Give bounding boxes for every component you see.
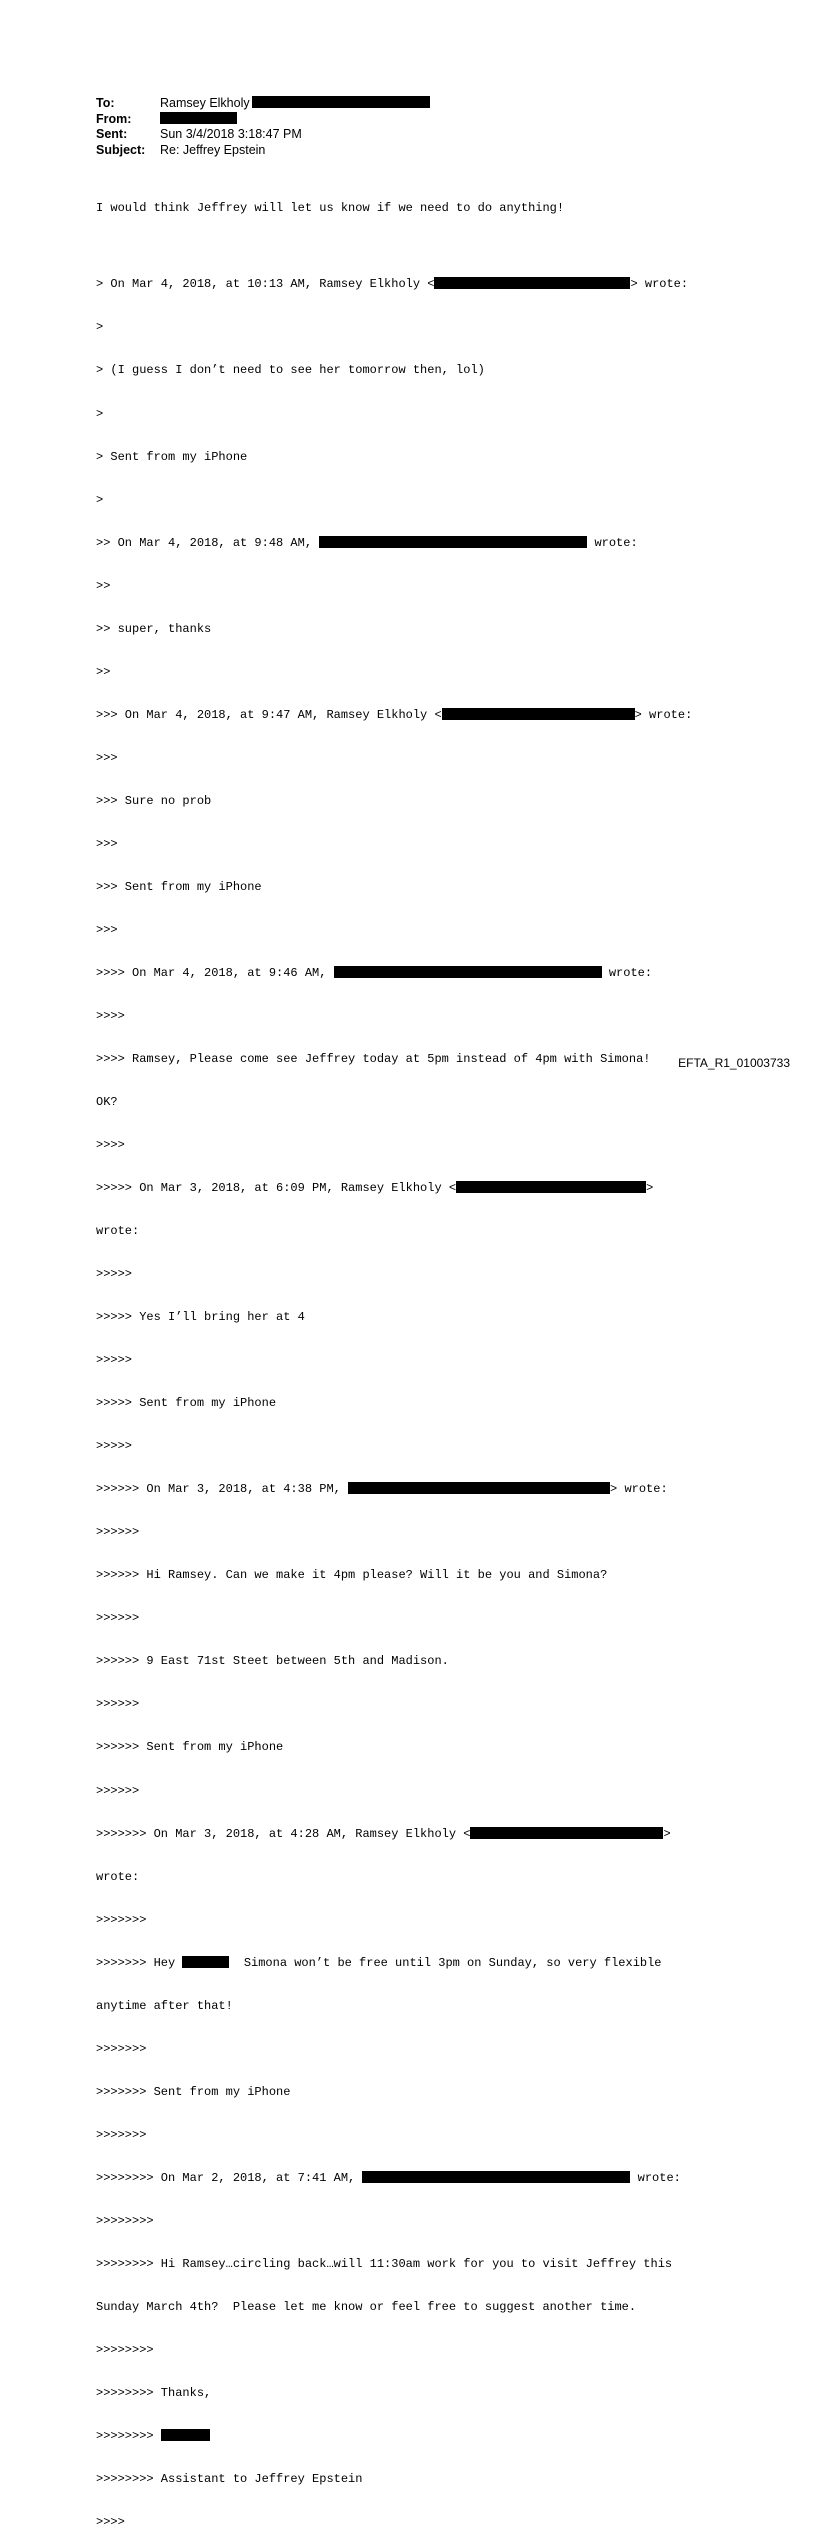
quote-line: >>>>>> 9 East 71st Steet between 5th and Madison. xyxy=(96,1654,449,1669)
quote-line: wrote: xyxy=(96,1224,140,1239)
redaction-box xyxy=(319,536,587,548)
sent-label: Sent: xyxy=(96,127,128,141)
email-body xyxy=(96,172,692,2544)
quote-line: >>>>>> xyxy=(96,1611,140,1626)
quote-line: OK? xyxy=(96,1095,118,1109)
quote-line: >>>>>>>> Assistant to Jeffrey Epstein xyxy=(96,2472,363,2486)
quote-text: wrote: xyxy=(630,2170,681,2185)
quote-line xyxy=(96,1956,692,1970)
quote-line: >>>> xyxy=(96,1008,125,1023)
quote-text: Simona won’t be free until 3pm on Sunday, so very flexible xyxy=(229,1955,662,1970)
bates-number: EFTA_R1_01003733 xyxy=(678,1056,790,1070)
redaction-box xyxy=(456,1181,646,1193)
quote-text: >>>> On Mar 4, 2018, at 9:46 AM, xyxy=(96,965,334,980)
quote-line: >> super, thanks xyxy=(96,621,212,636)
quote-text: >>>>>>> Hey xyxy=(96,1955,183,1970)
quote-line: >>>>>>>> Hi Ramsey…circling back…will 11:30am work for you to visit Jeffrey this xyxy=(96,2256,673,2271)
quote-text: > xyxy=(646,1181,654,1196)
quote-text: > wrote: xyxy=(610,1482,668,1497)
quote-line: anytime after that! xyxy=(96,1998,233,2013)
quote-line: > xyxy=(96,406,104,421)
quote-text: >>>>>>>> On Mar 2, 2018, at 7:41 AM, xyxy=(96,2170,363,2185)
quote-line: >>> Sent from my iPhone xyxy=(96,879,262,894)
quote-text: wrote: xyxy=(601,965,653,980)
quote-line: >>>>>> Hi Ramsey. Can we make it 4pm please? Will it be you and Simona? xyxy=(96,1568,608,1583)
quote-line: >>>>>> Sent from my iPhone xyxy=(96,1740,284,1755)
redaction-box xyxy=(362,2171,630,2183)
quote-line: >> xyxy=(96,664,111,679)
quote-line xyxy=(96,966,692,980)
redaction-box xyxy=(470,1827,663,1839)
redaction-box xyxy=(252,96,430,108)
quote-text: > xyxy=(663,1826,671,1841)
quote-line: > (I guess I don’t need to see her tomorrow then, lol) xyxy=(96,363,485,378)
quote-line: >>>>>> xyxy=(96,1783,140,1798)
quote-line: >>>>>>> Sent from my iPhone xyxy=(96,2084,291,2099)
quote-line: >>>>> xyxy=(96,1439,133,1454)
quote-line: > Sent from my iPhone xyxy=(96,449,248,464)
to-label: To: xyxy=(96,96,115,110)
quote-line: >>>>>>> xyxy=(96,2041,147,2056)
quote-line: wrote: xyxy=(96,1869,140,1884)
from-label: From: xyxy=(96,111,132,126)
email-header xyxy=(96,96,430,158)
quote-text: > wrote: xyxy=(630,277,689,292)
quote-line xyxy=(96,2429,692,2443)
quote-line xyxy=(96,277,692,291)
quote-line: >>> xyxy=(96,750,118,765)
quote-text: > wrote: xyxy=(634,707,693,722)
quote-line xyxy=(96,1181,692,1195)
subject-label: Subject: xyxy=(96,142,146,157)
quote-line: >> xyxy=(96,578,111,593)
quote-line: >>> Sure no prob xyxy=(96,793,212,808)
quote-line: > xyxy=(96,320,104,335)
quote-line: >>>>>>>> xyxy=(96,2342,154,2357)
quote-text: wrote: xyxy=(587,535,638,550)
to-value: Ramsey Elkholy xyxy=(160,96,250,110)
subject-row xyxy=(96,143,430,159)
redaction-box xyxy=(434,277,630,289)
quote-text: >>>>>>>> xyxy=(96,2428,161,2443)
quote-line: > xyxy=(96,492,104,507)
sent-value: Sun 3/4/2018 3:18:47 PM xyxy=(160,127,302,141)
quote-line: >>>>> xyxy=(96,1267,133,1282)
quote-line: >>>>>>> xyxy=(96,2127,147,2142)
to-row xyxy=(96,96,430,112)
redaction-box xyxy=(161,2429,210,2441)
quote-line xyxy=(96,536,692,550)
redaction-box xyxy=(442,708,635,720)
redaction-box xyxy=(160,112,237,124)
quote-text: >> On Mar 4, 2018, at 9:48 AM, xyxy=(96,535,320,550)
quote-text: > On Mar 4, 2018, at 10:13 AM, Ramsey Elkholy < xyxy=(96,277,435,292)
quote-line xyxy=(96,1482,692,1496)
subject-value: Re: Jeffrey Epstein xyxy=(160,142,266,157)
body-opening: I would think Jeffrey will let us know if we need to do anything! xyxy=(96,200,565,215)
quote-line: >>>>> Sent from my iPhone xyxy=(96,1396,277,1411)
quote-text: >>>>>> On Mar 3, 2018, at 4:38 PM, xyxy=(96,1482,349,1497)
quote-line: >>> xyxy=(96,922,118,937)
quote-line: >>>>>> xyxy=(96,1525,140,1540)
quote-text: >>>>> On Mar 3, 2018, at 6:09 PM, Ramsey Elkholy < xyxy=(96,1181,457,1196)
quote-line: >>>>> xyxy=(96,1353,133,1368)
redaction-box xyxy=(334,966,602,978)
quote-line: >>>> xyxy=(96,2515,125,2530)
quote-line: >>>> Ramsey, Please come see Jeffrey today at 5pm instead of 4pm with Simona! xyxy=(96,1051,651,1066)
redaction-box xyxy=(348,1482,610,1494)
sent-row xyxy=(96,127,430,143)
quote-line xyxy=(96,1827,692,1841)
quote-text: >>> On Mar 4, 2018, at 9:47 AM, Ramsey Elkholy < xyxy=(96,707,442,722)
quote-line: >>>>>>>> Thanks, xyxy=(96,2385,212,2400)
quote-line: >>>>>>> xyxy=(96,1912,147,1927)
quote-line: >>>>>> xyxy=(96,1697,140,1712)
redaction-box xyxy=(182,1956,229,1968)
quote-line xyxy=(96,2171,692,2185)
quote-line: >>> xyxy=(96,836,118,851)
quote-line: >>>> xyxy=(96,1138,125,1153)
quote-line xyxy=(96,708,692,722)
from-row xyxy=(96,112,430,128)
quote-text: >>>>>>> On Mar 3, 2018, at 4:28 AM, Ramsey Elkholy < xyxy=(96,1826,471,1841)
quote-line: Sunday March 4th? Please let me know or feel free to suggest another time. xyxy=(96,2299,637,2314)
quote-line: >>>>>>>> xyxy=(96,2213,154,2228)
quote-line: >>>>> Yes I’ll bring her at 4 xyxy=(96,1310,305,1325)
